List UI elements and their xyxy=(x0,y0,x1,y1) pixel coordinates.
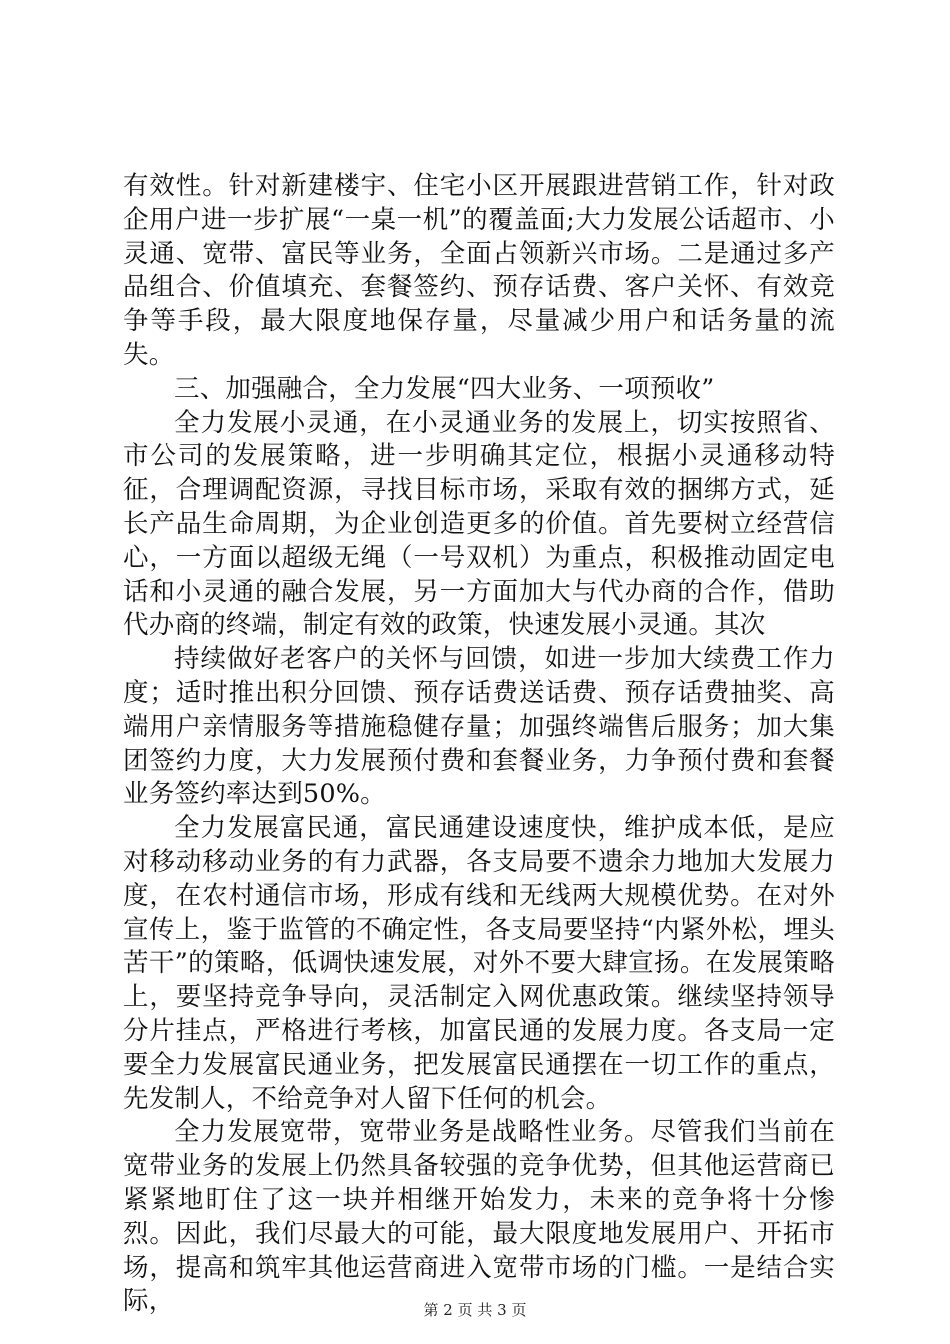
page-footer xyxy=(0,1300,950,1320)
document-body xyxy=(123,170,835,1319)
paragraph-broadband: 全力发展宽带，宽带业务是战略性业务。尽管我们当前在宽带业务的发展上仍然具备较强的竞争优势，但其他运营商已紧紧地盯住了这一块并相继开始发力，未来的竞争将十分惨烈。因此，我们尽最大的可能，最大限度地发展用户、开拓市场，提高和筑牢其他运营商进入宽带市场的门槛。一是结合实际， xyxy=(123,1117,835,1317)
page-number: 第 2 页 共 3 页 xyxy=(423,1301,527,1319)
paragraph-continuation: 有效性。针对新建楼宇、住宅小区开展跟进营销工作，针对政企用户进一步扩展“一桌一机”的覆盖面;大力发展公话超市、小灵通、宽带、富民等业务，全面占领新兴市场。二是通过多产品组合、价值填充、套餐签约、预存话费、客户关怀、有效竞争等手段，最大限度地保存量，尽量减少用户和话务量的流失。 xyxy=(123,171,835,370)
paragraph-customer-care: 持续做好老客户的关怀与回馈，如进一步加大续费工作力度；适时推出积分回馈、预存话费送话费、预存话费抽奖、高端用户亲情服务等措施稳健存量；加强终端售后服务；加大集团签约力度，大力发展预付费和套餐业务，力争预付费和套餐业务签约率达到50%。 xyxy=(123,644,835,810)
paragraph-xiaolingtong: 全力发展小灵通，在小灵通业务的发展上，切实按照省、市公司的发展策略，进一步明确其定位，根据小灵通移动特征，合理调配资源，寻找目标市场，采取有效的捆绑方式，延长产品生命周期，为企业创造更多的价值。首先要树立经营信心，一方面以超级无绳（一号双机）为重点，积极推动固定电话和小灵通的融合发展，另一方面加大与代办商的合作，借助代办商的终端，制定有效的政策，快速发展小灵通。其次 xyxy=(123,407,835,641)
paragraph-fuminto: 全力发展富民通，富民通建设速度快，维护成本低，是应对移动移动业务的有力武器，各支局要不遗余力地加大发展力度，在农村通信市场，形成有线和无线两大规模优势。在对外宣传上，鉴于监管的不确定性，各支局要坚持“内紧外松，埋头苦干”的策略，低调快速发展，对外不要大肆宣扬。在发展策略上，要坚持竞争导向，灵活制定入网优惠政策。继续坚持领导分片挂点，严格进行考核，加富民通的发展力度。各支局一定要全力发展富民通业务，把发展富民通摆在一切工作的重点，先发制人，不给竞争对人留下任何的机会。 xyxy=(123,813,835,1114)
section-heading: 三、加强融合，全力发展“四大业务、一项预收” xyxy=(174,373,715,404)
